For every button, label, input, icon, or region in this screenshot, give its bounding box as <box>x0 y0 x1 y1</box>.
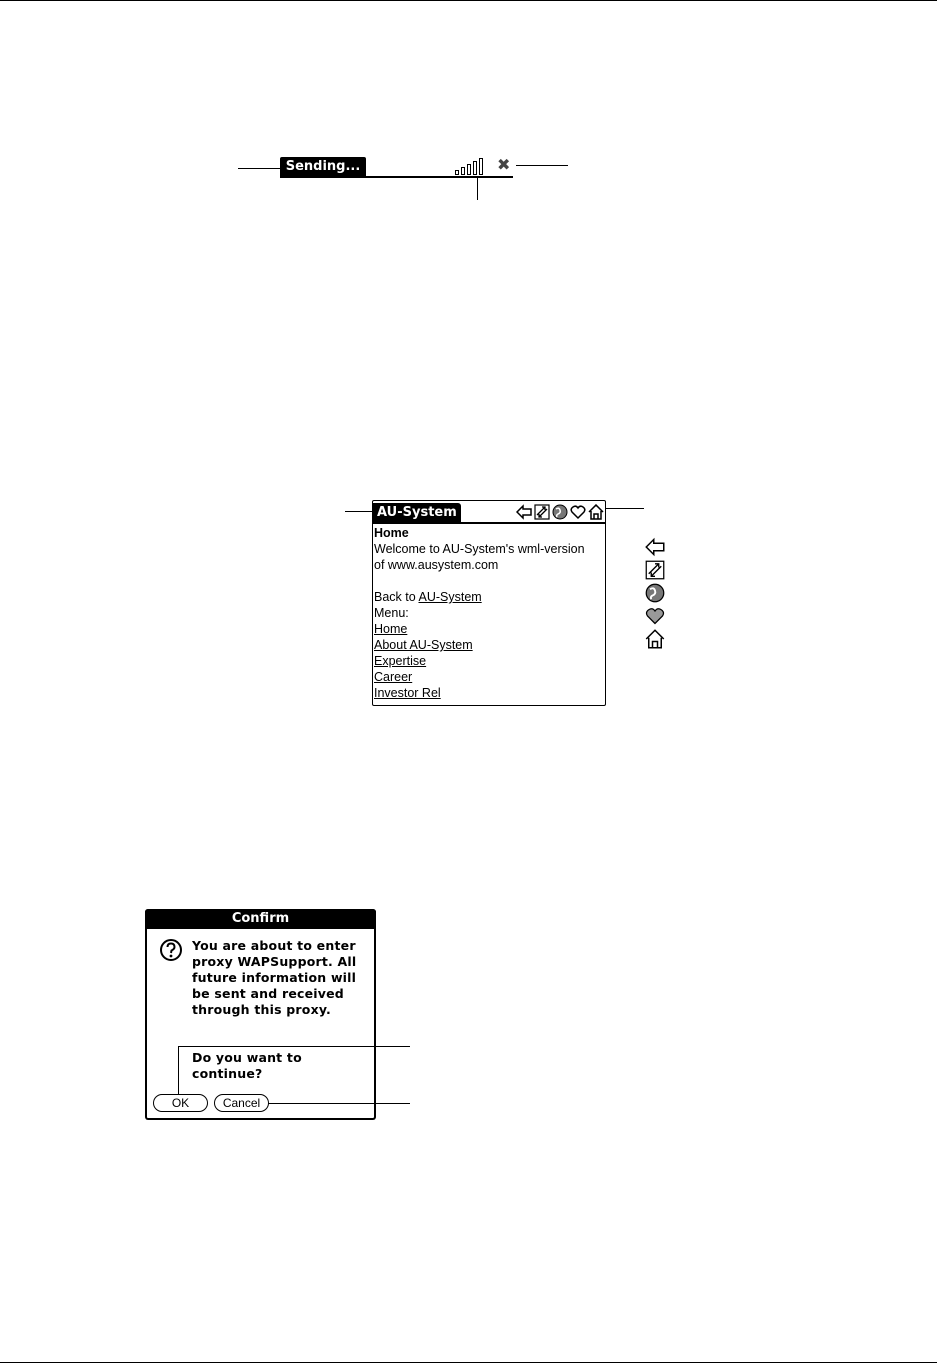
link-career[interactable]: Career <box>374 670 413 684</box>
menu-label: Menu: <box>374 606 409 620</box>
cancel-button[interactable]: Cancel <box>214 1094 269 1112</box>
page-heading: Home <box>374 526 409 540</box>
refresh-icon <box>645 560 669 580</box>
question-line: continue? <box>192 1066 263 1081</box>
globe-icon[interactable] <box>552 504 568 520</box>
back-link[interactable]: AU-System <box>418 590 482 604</box>
question-icon <box>159 938 183 966</box>
link-expertise[interactable]: Expertise <box>374 654 427 668</box>
callout-line-question-h <box>178 1046 410 1047</box>
confirm-dialog <box>145 909 376 1120</box>
message-line: future information will <box>192 970 357 985</box>
status-underline <box>280 176 513 178</box>
message-line: You are about to enter <box>192 938 356 953</box>
dialog-question <box>192 1050 372 1082</box>
toolbar-icon-legend <box>645 537 669 652</box>
callout-line-toolbar <box>606 508 644 509</box>
back-line <box>374 589 602 605</box>
callout-line-question <box>178 1046 179 1094</box>
callout-line-buttons <box>268 1103 410 1104</box>
browser-title: AU-System <box>373 503 461 523</box>
refresh-icon[interactable] <box>534 504 550 520</box>
browser-toolbar <box>516 502 606 522</box>
ok-button[interactable]: OK <box>153 1094 208 1112</box>
back-arrow-icon <box>645 537 669 557</box>
home-icon <box>645 629 669 649</box>
browser-screen <box>372 500 606 706</box>
callout-line-signal <box>477 178 478 200</box>
question-line: Do you want to <box>192 1050 302 1065</box>
back-arrow-icon[interactable] <box>516 504 532 520</box>
link-investor-relations[interactable]: Investor Rel <box>374 686 441 700</box>
intro-line-2: of www.ausystem.com <box>374 558 499 572</box>
home-icon[interactable] <box>588 504 604 520</box>
status-label: Sending... <box>280 157 366 177</box>
callout-line-label <box>238 168 280 169</box>
heart-icon <box>645 606 669 626</box>
globe-icon <box>645 583 669 603</box>
message-line: through this proxy. <box>192 1002 331 1017</box>
message-line: be sent and received <box>192 986 344 1001</box>
signal-strength-icon <box>455 158 493 175</box>
callout-line-title <box>345 511 373 512</box>
callout-line-close <box>516 165 568 166</box>
heart-icon[interactable] <box>570 504 586 520</box>
title-underline <box>373 522 605 524</box>
top-rule <box>0 0 937 1</box>
cancel-transfer-icon[interactable]: ✖ <box>497 155 511 174</box>
dialog-message <box>192 938 372 1018</box>
link-home[interactable]: Home <box>374 622 408 636</box>
browser-content <box>374 525 602 701</box>
back-prefix: Back to <box>374 590 419 604</box>
message-line: proxy WAPSupport. All <box>192 954 357 969</box>
bottom-rule <box>0 1362 937 1363</box>
intro-line-1: Welcome to AU-System's wml-version <box>374 542 585 556</box>
dialog-title: Confirm <box>145 909 376 929</box>
link-about[interactable]: About AU-System <box>374 638 473 652</box>
